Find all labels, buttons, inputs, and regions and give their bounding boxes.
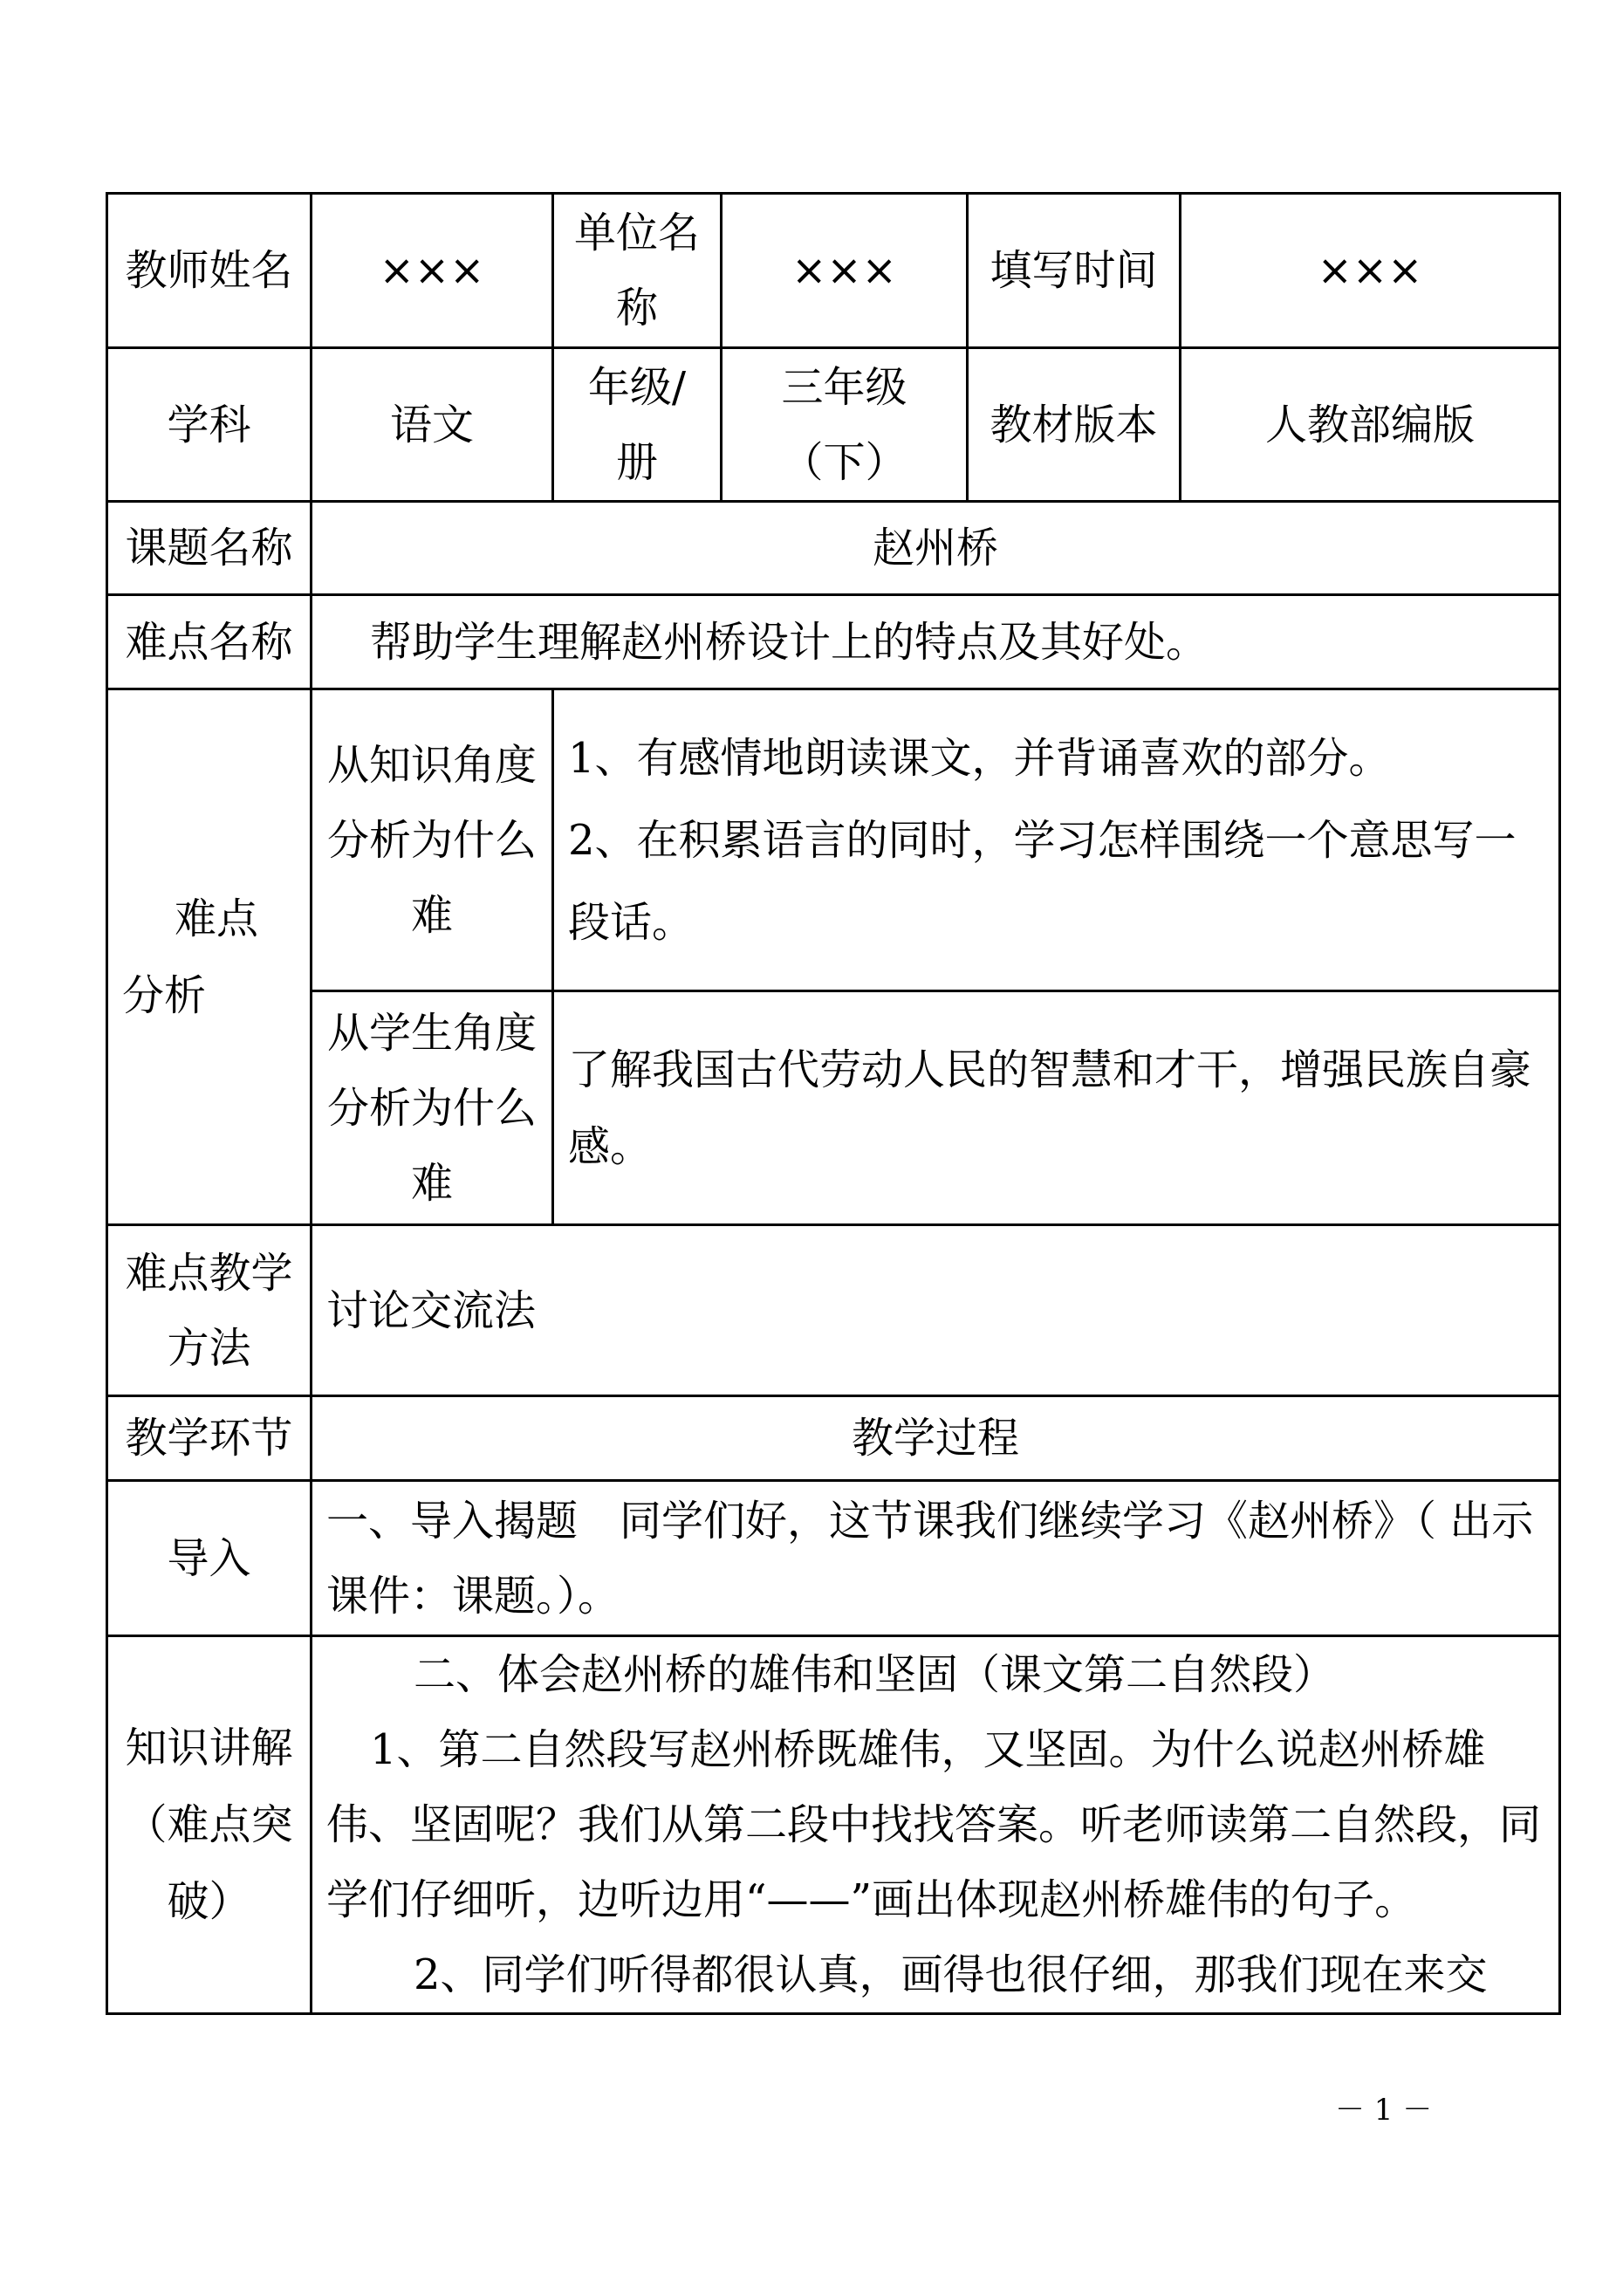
difficulty-value: 帮助学生理解赵州桥设计上的特点及其好处。	[312, 595, 1560, 689]
row-subject-info	[107, 348, 1560, 502]
fill-date-label: 填写时间	[968, 194, 1181, 348]
knowledge-angle-item: 2、在积累语言的同时，学习怎样围绕一个意思写一段话。	[568, 815, 1517, 947]
unit-name-value: ×××	[722, 194, 968, 348]
process-stage-label: 教学环节	[107, 1396, 312, 1481]
unit-name-label: 单位名称	[553, 194, 722, 348]
topic-value: 赵州桥	[312, 502, 1560, 595]
teacher-name-value: ×××	[312, 194, 553, 348]
subject-label: 学科	[107, 348, 312, 502]
knowledge-paragraph: 1、第二自然段写赵州桥既雄伟，又坚固。为什么说赵州桥雄伟、坚固呢？我们从第二段中找找答案。听老师读第二自然段，同学们仔细听，边听边用“——”画出体现赵州桥雄伟的句子。	[326, 1725, 1542, 1924]
difficulty-label: 难点名称	[107, 595, 312, 689]
method-value: 讨论交流法	[312, 1225, 1560, 1396]
fill-date-value: ×××	[1181, 194, 1560, 348]
row-analysis-knowledge	[107, 689, 1560, 991]
knowledge-explanation-label: 知识讲解（难点突破）	[107, 1636, 312, 2014]
row-knowledge-explanation	[107, 1636, 1560, 2014]
page-number: － 1 －	[1335, 2093, 1433, 2128]
edition-label: 教材版本	[968, 348, 1181, 502]
student-angle-value: 了解我国古代劳动人民的智慧和才干，增强民族自豪感。	[553, 991, 1560, 1225]
row-teacher-info	[107, 194, 1560, 348]
topic-label: 课题名称	[107, 502, 312, 595]
row-intro	[107, 1481, 1560, 1636]
teacher-name-label: 教师姓名	[107, 194, 312, 348]
grade-label: 年级/册	[553, 348, 722, 502]
knowledge-angle-content	[553, 689, 1560, 991]
row-analysis-student	[107, 991, 1560, 1225]
grade-value: 三年级（下）	[722, 348, 968, 502]
edition-value: 人教部编版	[1181, 348, 1560, 502]
intro-label: 导入	[107, 1481, 312, 1636]
intro-value: 一、导入揭题 同学们好，这节课我们继续学习《赵州桥》（ 出示课件：课题。）。	[312, 1481, 1560, 1636]
row-method	[107, 1225, 1560, 1396]
knowledge-paragraph: 2、同学们听得都很认真，画得也很仔细，那我们现在来交	[414, 1950, 1488, 1999]
knowledge-paragraph: 二、体会赵州桥的雄伟和坚固（课文第二自然段）	[414, 1650, 1336, 1699]
method-label: 难点教学方法	[107, 1225, 312, 1396]
lesson-plan-table	[106, 192, 1561, 2015]
knowledge-explanation-content	[312, 1636, 1560, 2014]
analysis-label-text: 难点分析	[122, 894, 259, 1020]
row-topic	[107, 502, 1560, 595]
row-difficulty	[107, 595, 1560, 689]
row-process-header	[107, 1396, 1560, 1481]
knowledge-angle-label: 从知识角度分析为什么难	[312, 689, 553, 991]
knowledge-angle-item: 1、有感情地朗读课文，并背诵喜欢的部分。	[568, 733, 1391, 783]
subject-value: 语文	[312, 348, 553, 502]
process-header-value: 教学过程	[312, 1396, 1560, 1481]
student-angle-label: 从学生角度分析为什么难	[312, 991, 553, 1225]
analysis-label	[107, 689, 312, 1225]
